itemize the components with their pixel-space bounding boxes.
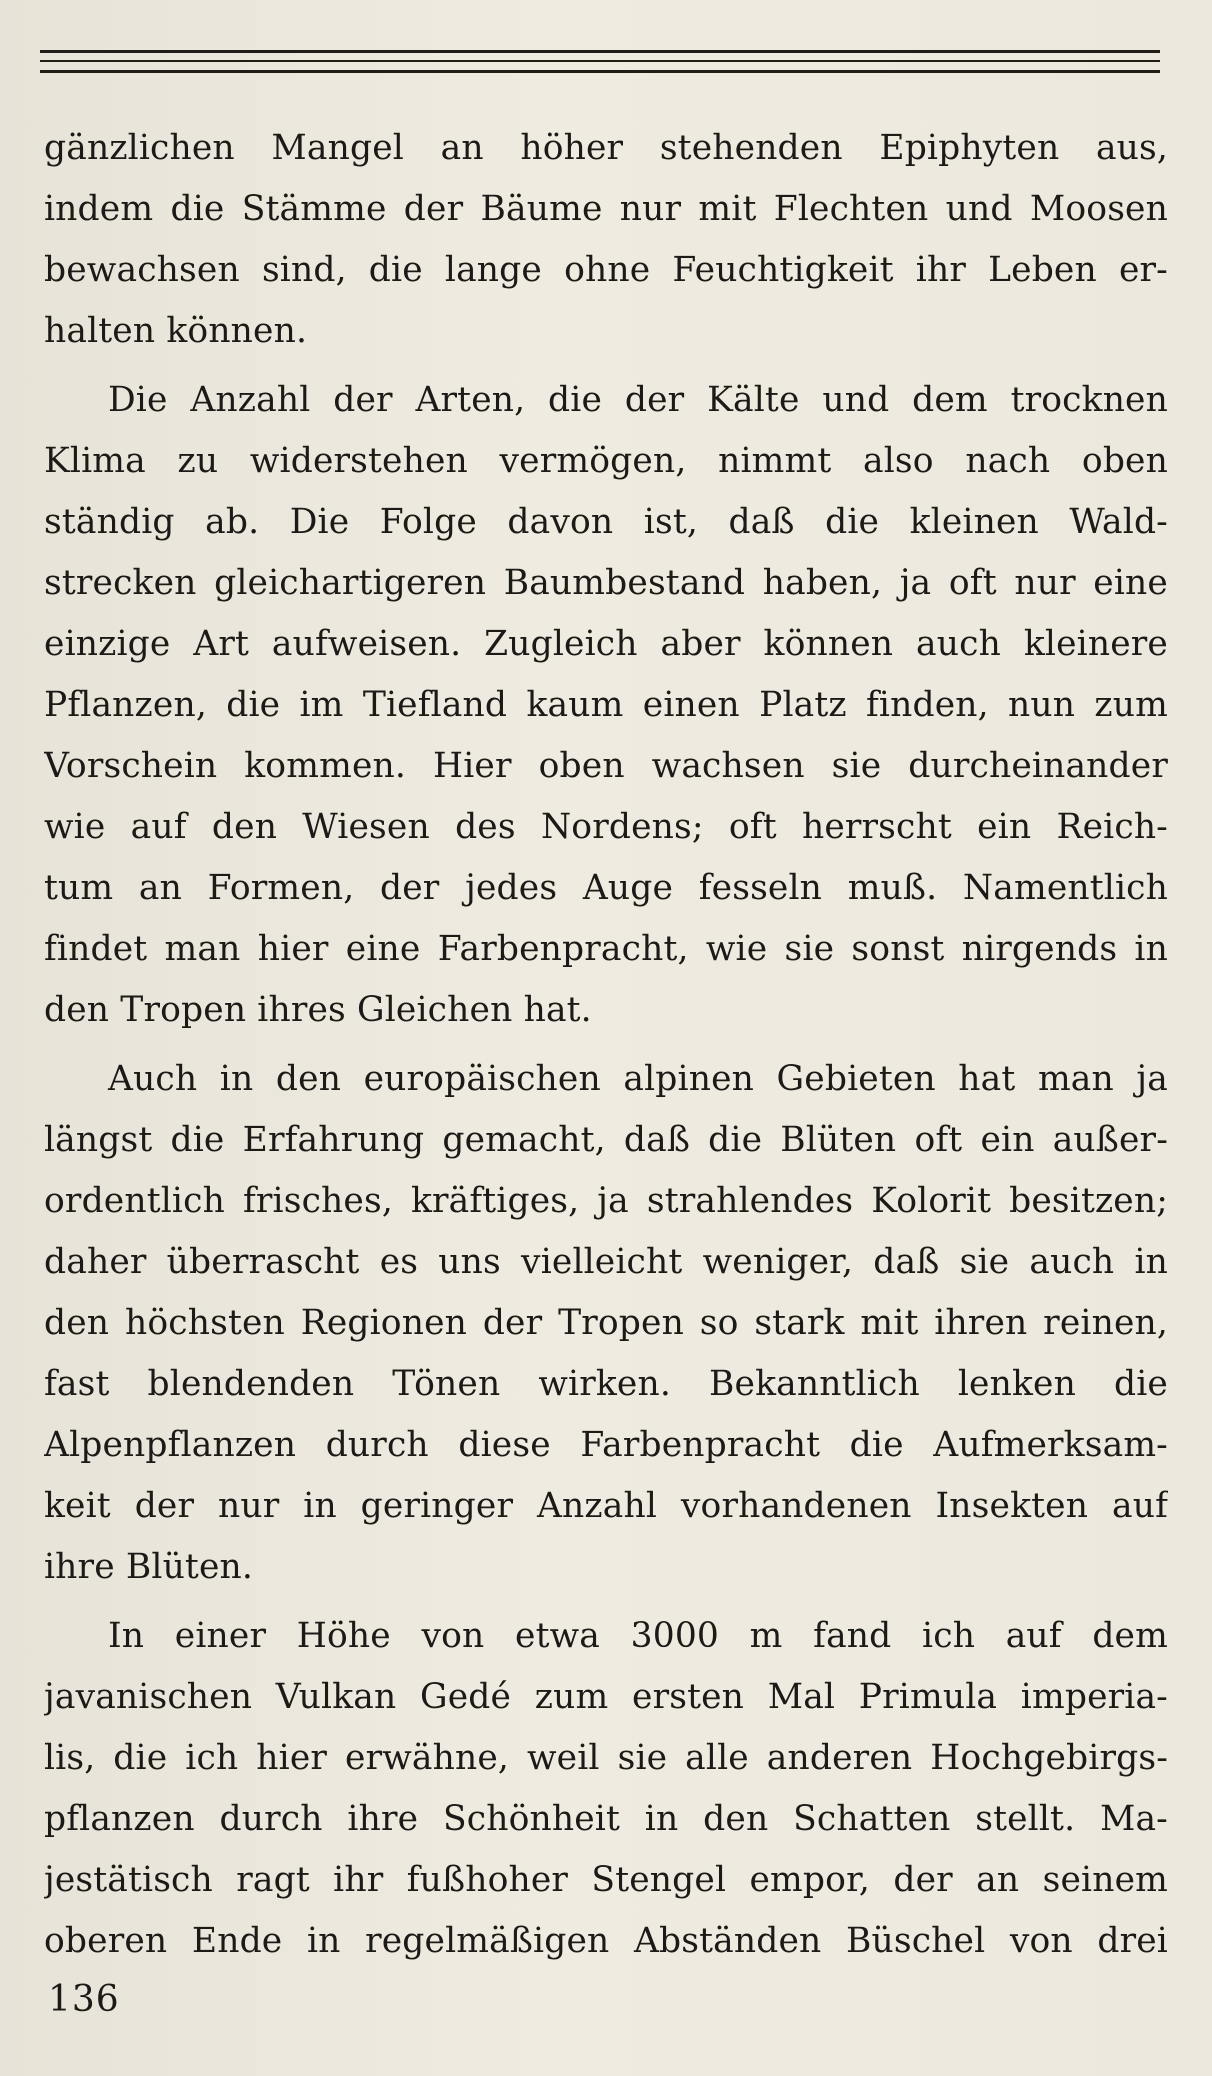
text-line: den höchsten Regionen der Tropen so stark mit ihren reinen,	[44, 1303, 1168, 1343]
text-line: indem die Stämme der Bäume nur mit Flechten und Moosen	[44, 189, 1168, 229]
text-line: Die Anzahl der Arten, die der Kälte und dem trocknen	[108, 380, 1168, 420]
text-line: längst die Erfahrung gemacht, daß die Blüten oft ein außer-	[44, 1120, 1168, 1160]
text-line: ihre Blüten.	[44, 1547, 254, 1587]
text-line: Pflanzen, die im Tiefland kaum einen Platz finden, nun zum	[44, 685, 1168, 725]
text-line: ordentlich frisches, kräftiges, ja strahlendes Kolorit besitzen;	[44, 1181, 1168, 1221]
paragraph-3	[44, 1049, 1168, 1598]
text-line: daher überrascht es uns vielleicht weniger, daß sie auch in	[44, 1242, 1168, 1282]
page-number: 136	[48, 1979, 120, 2020]
text-line: In einer Höhe von etwa 3000 m fand ich auf dem	[108, 1616, 1168, 1656]
text-line: jestätisch ragt ihr fußhoher Stengel empor, der an seinem	[44, 1860, 1168, 1900]
text-line: Vorschein kommen. Hier oben wachsen sie durcheinander	[44, 746, 1168, 786]
text-line: ständig ab. Die Folge davon ist, daß die kleinen Wald-	[44, 502, 1168, 542]
text-line: strecken gleichartigeren Baumbestand haben, ja oft nur eine	[44, 563, 1168, 603]
text-line: keit der nur in geringer Anzahl vorhandenen Insekten auf	[44, 1486, 1168, 1526]
text-line: einzige Art aufweisen. Zugleich aber können auch kleinere	[44, 624, 1168, 664]
paragraph-2	[44, 370, 1168, 1041]
text-line: fast blendenden Tönen wirken. Bekanntlich lenken die	[44, 1364, 1168, 1404]
text-line: findet man hier eine Farbenpracht, wie sie sonst nirgends in	[44, 929, 1168, 969]
text-line: Alpenpflanzen durch diese Farbenpracht die Aufmerksam-	[44, 1425, 1168, 1465]
text-line: javanischen Vulkan Gedé zum ersten Mal Primula imperia-	[44, 1677, 1168, 1717]
text-line: den Tropen ihres Gleichen hat.	[44, 990, 592, 1030]
text-line: bewachsen sind, die lange ohne Feuchtigkeit ihr Leben er-	[44, 250, 1168, 290]
header-rule-middle	[40, 60, 1160, 62]
text-line: halten können.	[44, 311, 308, 351]
header-rule-bottom	[40, 70, 1160, 73]
paragraph-1	[44, 118, 1168, 362]
text-line: wie auf den Wiesen des Nordens; oft herrscht ein Reich-	[44, 807, 1168, 847]
paragraph-4	[44, 1606, 1168, 1972]
text-line: tum an Formen, der jedes Auge fesseln muß. Namentlich	[44, 868, 1168, 908]
text-line: Auch in den europäischen alpinen Gebieten hat man ja	[108, 1059, 1168, 1099]
text-line: Klima zu widerstehen vermögen, nimmt also nach oben	[44, 441, 1168, 481]
text-line: lis, die ich hier erwähne, weil sie alle anderen Hochgebirgs-	[44, 1738, 1168, 1778]
body-text	[44, 118, 1168, 1972]
text-line: pflanzen durch ihre Schönheit in den Schatten stellt. Ma-	[44, 1799, 1168, 1839]
text-line: oberen Ende in regelmäßigen Abständen Büschel von drei	[44, 1921, 1168, 1961]
text-line: gänzlichen Mangel an höher stehenden Epiphyten aus,	[44, 128, 1168, 168]
header-rule-top	[40, 50, 1160, 53]
